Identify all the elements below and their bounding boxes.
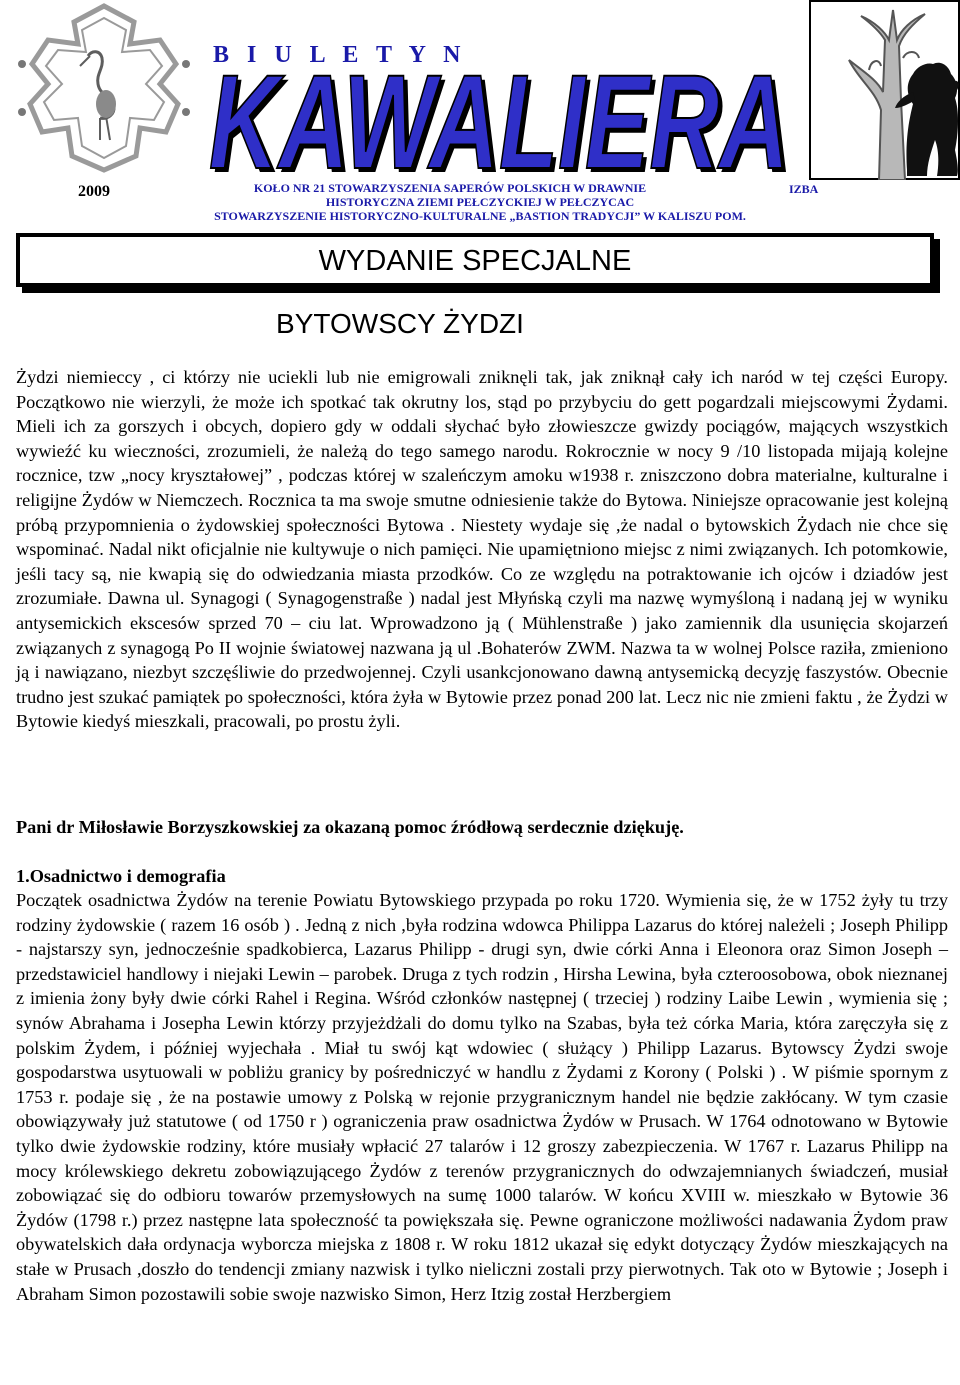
document-title: BYTOWSCY ŻYDZI <box>276 308 524 339</box>
masthead-title <box>207 58 809 184</box>
org-line-3: STOWARZYSZENIE HISTORYCZNO-KULTURALNE „BASTION TRADYCJI” W KALISZU POM. <box>214 209 746 223</box>
izba-label: IZBA <box>789 182 819 196</box>
intro-paragraph <box>16 365 948 734</box>
acknowledgement: Pani dr Miłosławie Borzyszkowskiej za okazaną pomoc źródłową serdecznie dziękuję. <box>16 817 684 837</box>
org-line-1: KOŁO NR 21 STOWARZYSZENIA SAPERÓW POLSKICH W DRAWNIE <box>253 181 647 195</box>
intro-text: Żydzi niemieccy , ci którzy nie uciekli lub nie emigrowali zniknęli tak, jak zniknął cały ich naród w tej części Europy. Początkowo nie wierzyli, że może ich spotkać tak okrutny los, stąd po przybyciu do gett pogardzali miejscowymi Żydami. Mieli ich za gorszych i obcych, dopiero gdy w oddali słychać było złowieszcze gwizdy pociągów, mających wszystkich wywieźć ku wieczności, zrozumieli, że należą do tego samego narodu. Rokrocznie w nocy 9 /10 listopada mijają kolejne rocznice, tzw „nocy kryształowej” , podczas której w szaleńczym amoku w1938 r. zniszczono dobra materialne, kulturalne i religijne Żydów w Niemczech. Rocznica ta ma swoje smutne odniesienie także do Bytowa. Niniejsze opracowanie jest kolejną próbą przypomnienia o żydowskiej społeczności Bytowa . Niestety wydaje się ,że nadal o bytowskich Żydach nie chce się wspominać. Nadal nikt oficjalnie nie kultywuje o nich pamięci. Nie upamiętniono miejsc z nimi związanych. Ich potomkowie, jeśli tacy są, nie kwapią się do odwiedzania miasta przodków. Co ze względu na potraktowanie ich ojców i dziadów jest zrozumiałe. Dawna ul. Synagogi ( Synagogenstraße ) nadal jest Młyńską czyli ma nazwę wymyśloną i nadaną jej w wyniku antysemickich ekscesów sprzed 70 – ciu lat. Wprowadzono ją ( Mühlenstraße ) jako zamiennik dla usunięcia skojarzeń związanych z synagogą Po II wojnie światowej nazwana ją ul .Bohaterów ZWM. Nazwa ta w wolnej Polsce raziła, zmieniono ją i nawiązano, niezbyt szczęśliwie do przedwojennej. Czyli usankcjonowano dawną antysemicką decyzję faszystów. Obecnie trudno jest szukać pamiątek po społeczności, która żyła w Bytowie przez ponad 200 lat. Lecz nic nie zmieni faktu , że Żydzi w Bytowie kiedyś mieszkali, pracowali, po prostu żyli. <box>16 367 948 732</box>
bear-tree-emblem <box>809 0 960 180</box>
biuletyn-label: B I U L E T Y N <box>213 42 467 68</box>
masthead-title-shadow: KAWALIERA <box>213 58 793 184</box>
org-line-2: HISTORYCZNA ZIEMI PEŁCZYCKIEJ W PEŁCZYCAC <box>325 195 635 209</box>
section-paragraph <box>16 888 948 1306</box>
masthead-title-text: KAWALIERA <box>209 58 789 184</box>
section-heading: 1.Osadnictwo i demografia <box>16 866 226 886</box>
year-label: 2009 <box>78 183 110 200</box>
banner-text: WYDANIE SPECJALNE <box>318 245 632 277</box>
special-edition-banner <box>16 233 934 287</box>
section-text: Początek osadnictwa Żydów na terenie Powiatu Bytowskiego przypada po roku 1720. Wymienia się, że w 1752 żyły tu trzy rodziny żydowskie ( razem 16 osób ) . Jedną z nich ,była rodzina wdowca Philippa Lazarus do której należeli ; Joseph Philipp - najstarszy syn, jednocześnie spadkobierca, Lazarus Philipp - drugi syn, dwie córki Anna i Eleonora oraz Simon Joseph – przedstawiciel handlowy i niejaki Lewin – parobek. Druga z tych rodzin , Hirsha Lewina, była czteroosobowa, obok nieznanej z imienia żony były dwie córki Rahel i Regina. Wśród członków następnej ( trzeciej ) rodziny Laibe Lewin , wymienia się ; synów Abrahama i Josepha Lewin którzy przyjeżdżali do domu tylko na Szabas, była też córka Maria, która zaręczyła się z polskim Żydem, i później wyjechała . Miał tu swój kąt wdowiec ( służący ) Philipp Lazarus. Bytowscy Żydzi swoje gospodarstwa usytuowali w pobliżu granicy by pośredniczyć w handlu z Żydami z Korony ( Polski ) . W piśmie spornym z 1753 r. podaje się , że na postawie umowy z Polską w rejonie przygranicznym handel nie będzie zakłócany. W tym czasie obowiązywały już statutowe ( od 1750 r ) ograniczenia praw osadnictwa Żydów w Prusach. W 1764 odnotowano w Bytowie tylko dwie żydowskie rodziny, które musiały wpłacić 27 talarów i 12 groszy zabezpieczenia. W 1767 r. Lazarus Philipp na mocy królewskiego dekretu zobowiązującego Żydów z terenów przygranicznych do odwzajemnianych świadczeń, musiał zobowiązać się do odbioru towarów przemysłowych na sumę 1000 talarów. W końcu XVIII w. mieszkało w Bytowie 36 Żydów (1798 r.) przez następne lata społeczność ta powiększała się. Pewne ograniczone możliwości nadawania Żydom praw obywatelskich dała ordynacja wyborcza miejska z 1808 r. W roku 1812 ukazał się edykt dotyczący Żydów mieszkających na stałe w Prusach ,doszło do tendencji zmiany nazwisk i tylko nieliczni zostali przy pierwotnych. Tak oto w Bytowie ; Joseph i Abraham Simon pozostawili sobie swoje nazwisko Simon, Herz Itzig został Herzbergiem <box>16 890 948 1304</box>
sapper-stork-emblem <box>0 0 208 180</box>
